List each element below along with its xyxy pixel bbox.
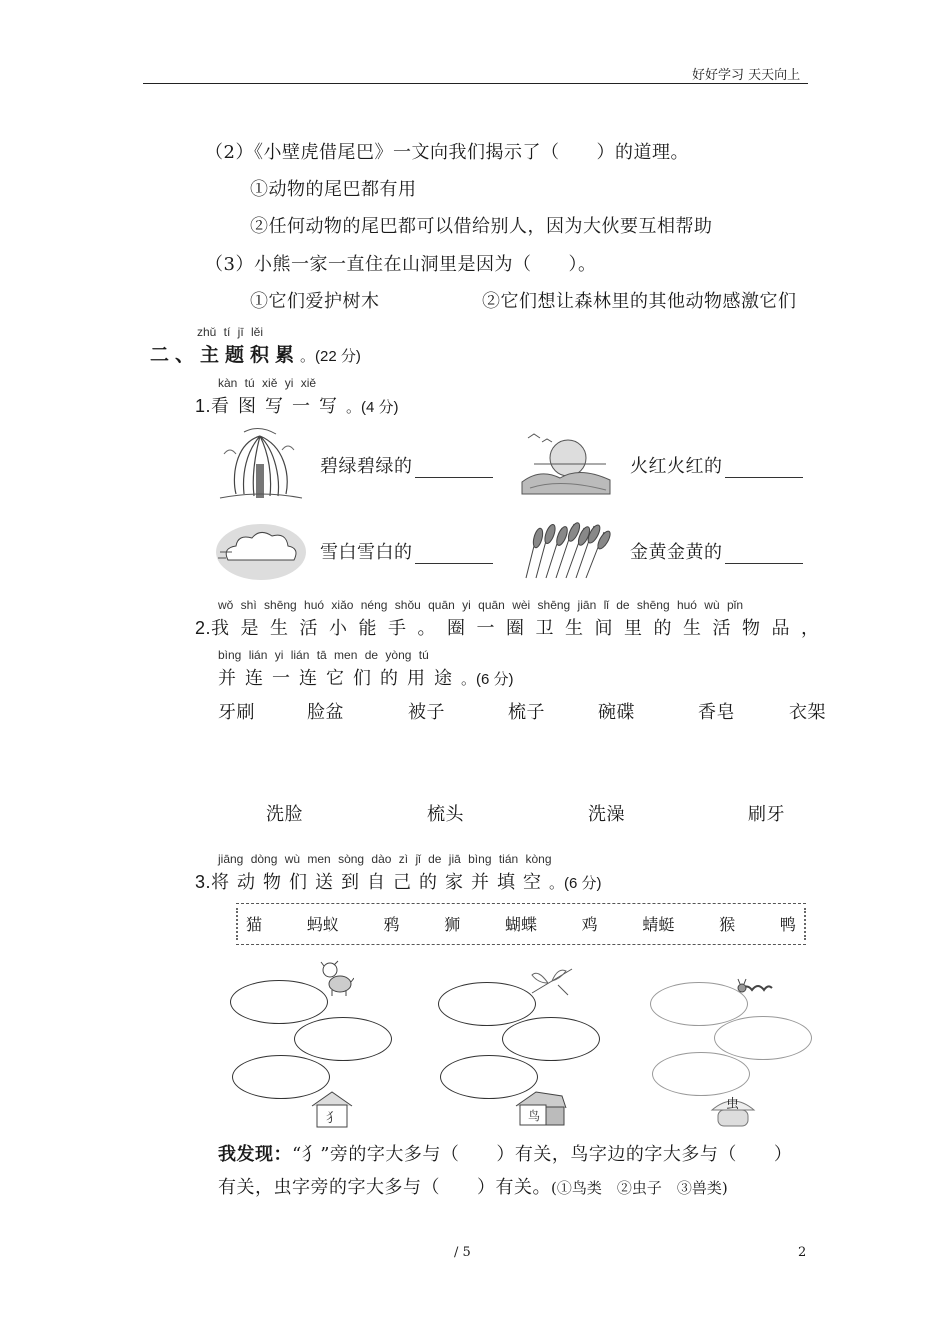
item-2-text-1: 我是生活小能手。圈一圈卫生间里的生活物品， (211, 618, 831, 639)
item-3-number: 3. (195, 872, 212, 892)
page-number: 2 (798, 1245, 807, 1260)
question-3-option-2: ②它们想让森林里的其他动物感激它们 (482, 291, 797, 312)
animal-word-3[interactable]: 鸦 (383, 915, 400, 934)
discover-text-1: “犭”旁的字大多与（ ）有关，鸟字边的字大多与（ ） (292, 1144, 793, 1165)
item-3-heading (195, 868, 602, 894)
question-2-option-1: ①动物的尾巴都有用 (250, 179, 417, 200)
animal-word-4[interactable]: 狮 (444, 915, 461, 934)
section-2-score: 。(22 分) (300, 348, 361, 365)
item-2-use-4[interactable]: 刷牙 (748, 804, 785, 825)
discover-label: 我发现： (218, 1144, 292, 1165)
answer-line-2[interactable] (725, 459, 803, 478)
item-2-object-4[interactable]: 梳子 (508, 702, 545, 723)
item-2-text-2: 并连一连它们的用途 (218, 668, 461, 689)
animal-word-9[interactable]: 鸭 (779, 915, 796, 934)
house-label-1: 犭 (326, 1111, 340, 1126)
animal-word-bank (236, 903, 806, 945)
item-3-title: 将动物们送到自己的家并填空 (211, 872, 550, 893)
item-3-pinyin: jiāng dòng wù men sòng dào zì jǐ de jiā bìng tián kòng (218, 852, 552, 866)
animal-word-7[interactable]: 蜻蜓 (642, 915, 675, 934)
item-2-object-2[interactable]: 脸盆 (307, 702, 344, 723)
section-2-heading (150, 340, 361, 367)
item-2-pinyin-1: wǒ shì shēng huó xiǎo néng shǒu quān yi quān wèi shēng jiān lǐ de shēng huó wù pǐn (218, 598, 743, 612)
item-1-score: 。(4 分) (346, 399, 399, 416)
answer-oval-2b[interactable] (502, 1017, 600, 1061)
item-1-heading (195, 392, 399, 418)
page-total: / 5 (454, 1245, 471, 1260)
animal-word-2[interactable]: 蚂蚁 (306, 915, 339, 934)
animal-word-5[interactable]: 蝴蝶 (504, 915, 537, 934)
item-2-object-6[interactable]: 香皂 (698, 702, 735, 723)
answer-oval-3b[interactable] (714, 1016, 812, 1060)
animal-word-8[interactable]: 猴 (719, 915, 736, 934)
item-2-use-3[interactable]: 洗澡 (588, 804, 625, 825)
house-label-2: 鸟 (528, 1109, 541, 1123)
section-2-pinyin: zhǔ tí jī lěi (197, 325, 264, 339)
wheat-icon (518, 516, 614, 580)
item-2-number: 2. (195, 618, 212, 638)
discover-line-2 (218, 1173, 728, 1199)
fill-row-2-left (320, 538, 493, 564)
question-2-stem: （2）《小壁虎借尾巴》一文向我们揭示了（ ）的道理。 (205, 142, 689, 163)
fill-label-3: 雪白雪白的 (320, 542, 413, 563)
answer-line-3[interactable] (415, 545, 493, 564)
fill-row-1-right (630, 452, 803, 478)
item-2-line-2 (218, 664, 514, 690)
item-2-pinyin-2: bìng lián yi lián tā men de yòng tú (218, 648, 429, 662)
fill-label-2: 火红火红的 (630, 456, 723, 477)
question-2-option-2: ②任何动物的尾巴都可以借给别人，因为大伙要互相帮助 (250, 216, 713, 237)
item-1-number: 1. (195, 396, 212, 416)
answer-oval-1b[interactable] (294, 1017, 392, 1061)
discover-line-1 (218, 1140, 792, 1166)
dragonfly-icon (528, 965, 578, 999)
item-1-title: 看图写一写 (211, 396, 347, 417)
item-2-object-7[interactable]: 衣架 (789, 702, 826, 723)
house-icon-1 (308, 1090, 356, 1128)
item-2-line-1 (195, 614, 831, 640)
section-2-title: 二、主题积累 (150, 344, 301, 366)
answer-oval-1a[interactable] (230, 980, 328, 1024)
question-3-option-1: ①它们爱护树木 (250, 291, 380, 312)
house-label-3: 虫 (726, 1097, 740, 1112)
header-divider (143, 83, 808, 84)
willow-tree-icon (214, 424, 306, 502)
mushroom-house-icon (708, 1090, 758, 1128)
answer-line-1[interactable] (415, 459, 493, 478)
house-icon-2 (514, 1088, 568, 1128)
answer-oval-2a[interactable] (438, 982, 536, 1026)
fill-row-2-right (630, 538, 803, 564)
cloud-icon (214, 518, 308, 582)
fill-row-1-left (320, 452, 493, 478)
animal-word-1[interactable]: 猫 (246, 915, 263, 934)
item-2-use-2[interactable]: 梳头 (427, 804, 464, 825)
discover-text-2: 有关，虫字旁的字大多与（ ）有关。 (218, 1177, 551, 1198)
item-2-score: 。(6 分) (461, 671, 514, 688)
item-2-object-1[interactable]: 牙刷 (218, 702, 255, 723)
item-2-object-3[interactable]: 被子 (408, 702, 445, 723)
answer-line-4[interactable] (725, 545, 803, 564)
fill-label-1: 碧绿碧绿的 (320, 456, 413, 477)
fill-label-4: 金黄金黄的 (630, 542, 723, 563)
discover-choices: (①鸟类 ②虫子 ③兽类) (551, 1179, 728, 1197)
sunset-icon (520, 428, 612, 496)
item-1-pinyin: kàn tú xiě yi xiě (218, 376, 317, 390)
question-3-stem: （3）小熊一家一直住在山洞里是因为（ ）。 (205, 254, 597, 275)
item-2-use-1[interactable]: 洗脸 (266, 804, 303, 825)
item-2-object-5[interactable]: 碗碟 (598, 702, 635, 723)
item-3-score: 。(6 分) (549, 875, 602, 892)
animal-word-6[interactable]: 鸡 (581, 915, 598, 934)
header-text: 好好学习 天天向上 (692, 68, 801, 83)
